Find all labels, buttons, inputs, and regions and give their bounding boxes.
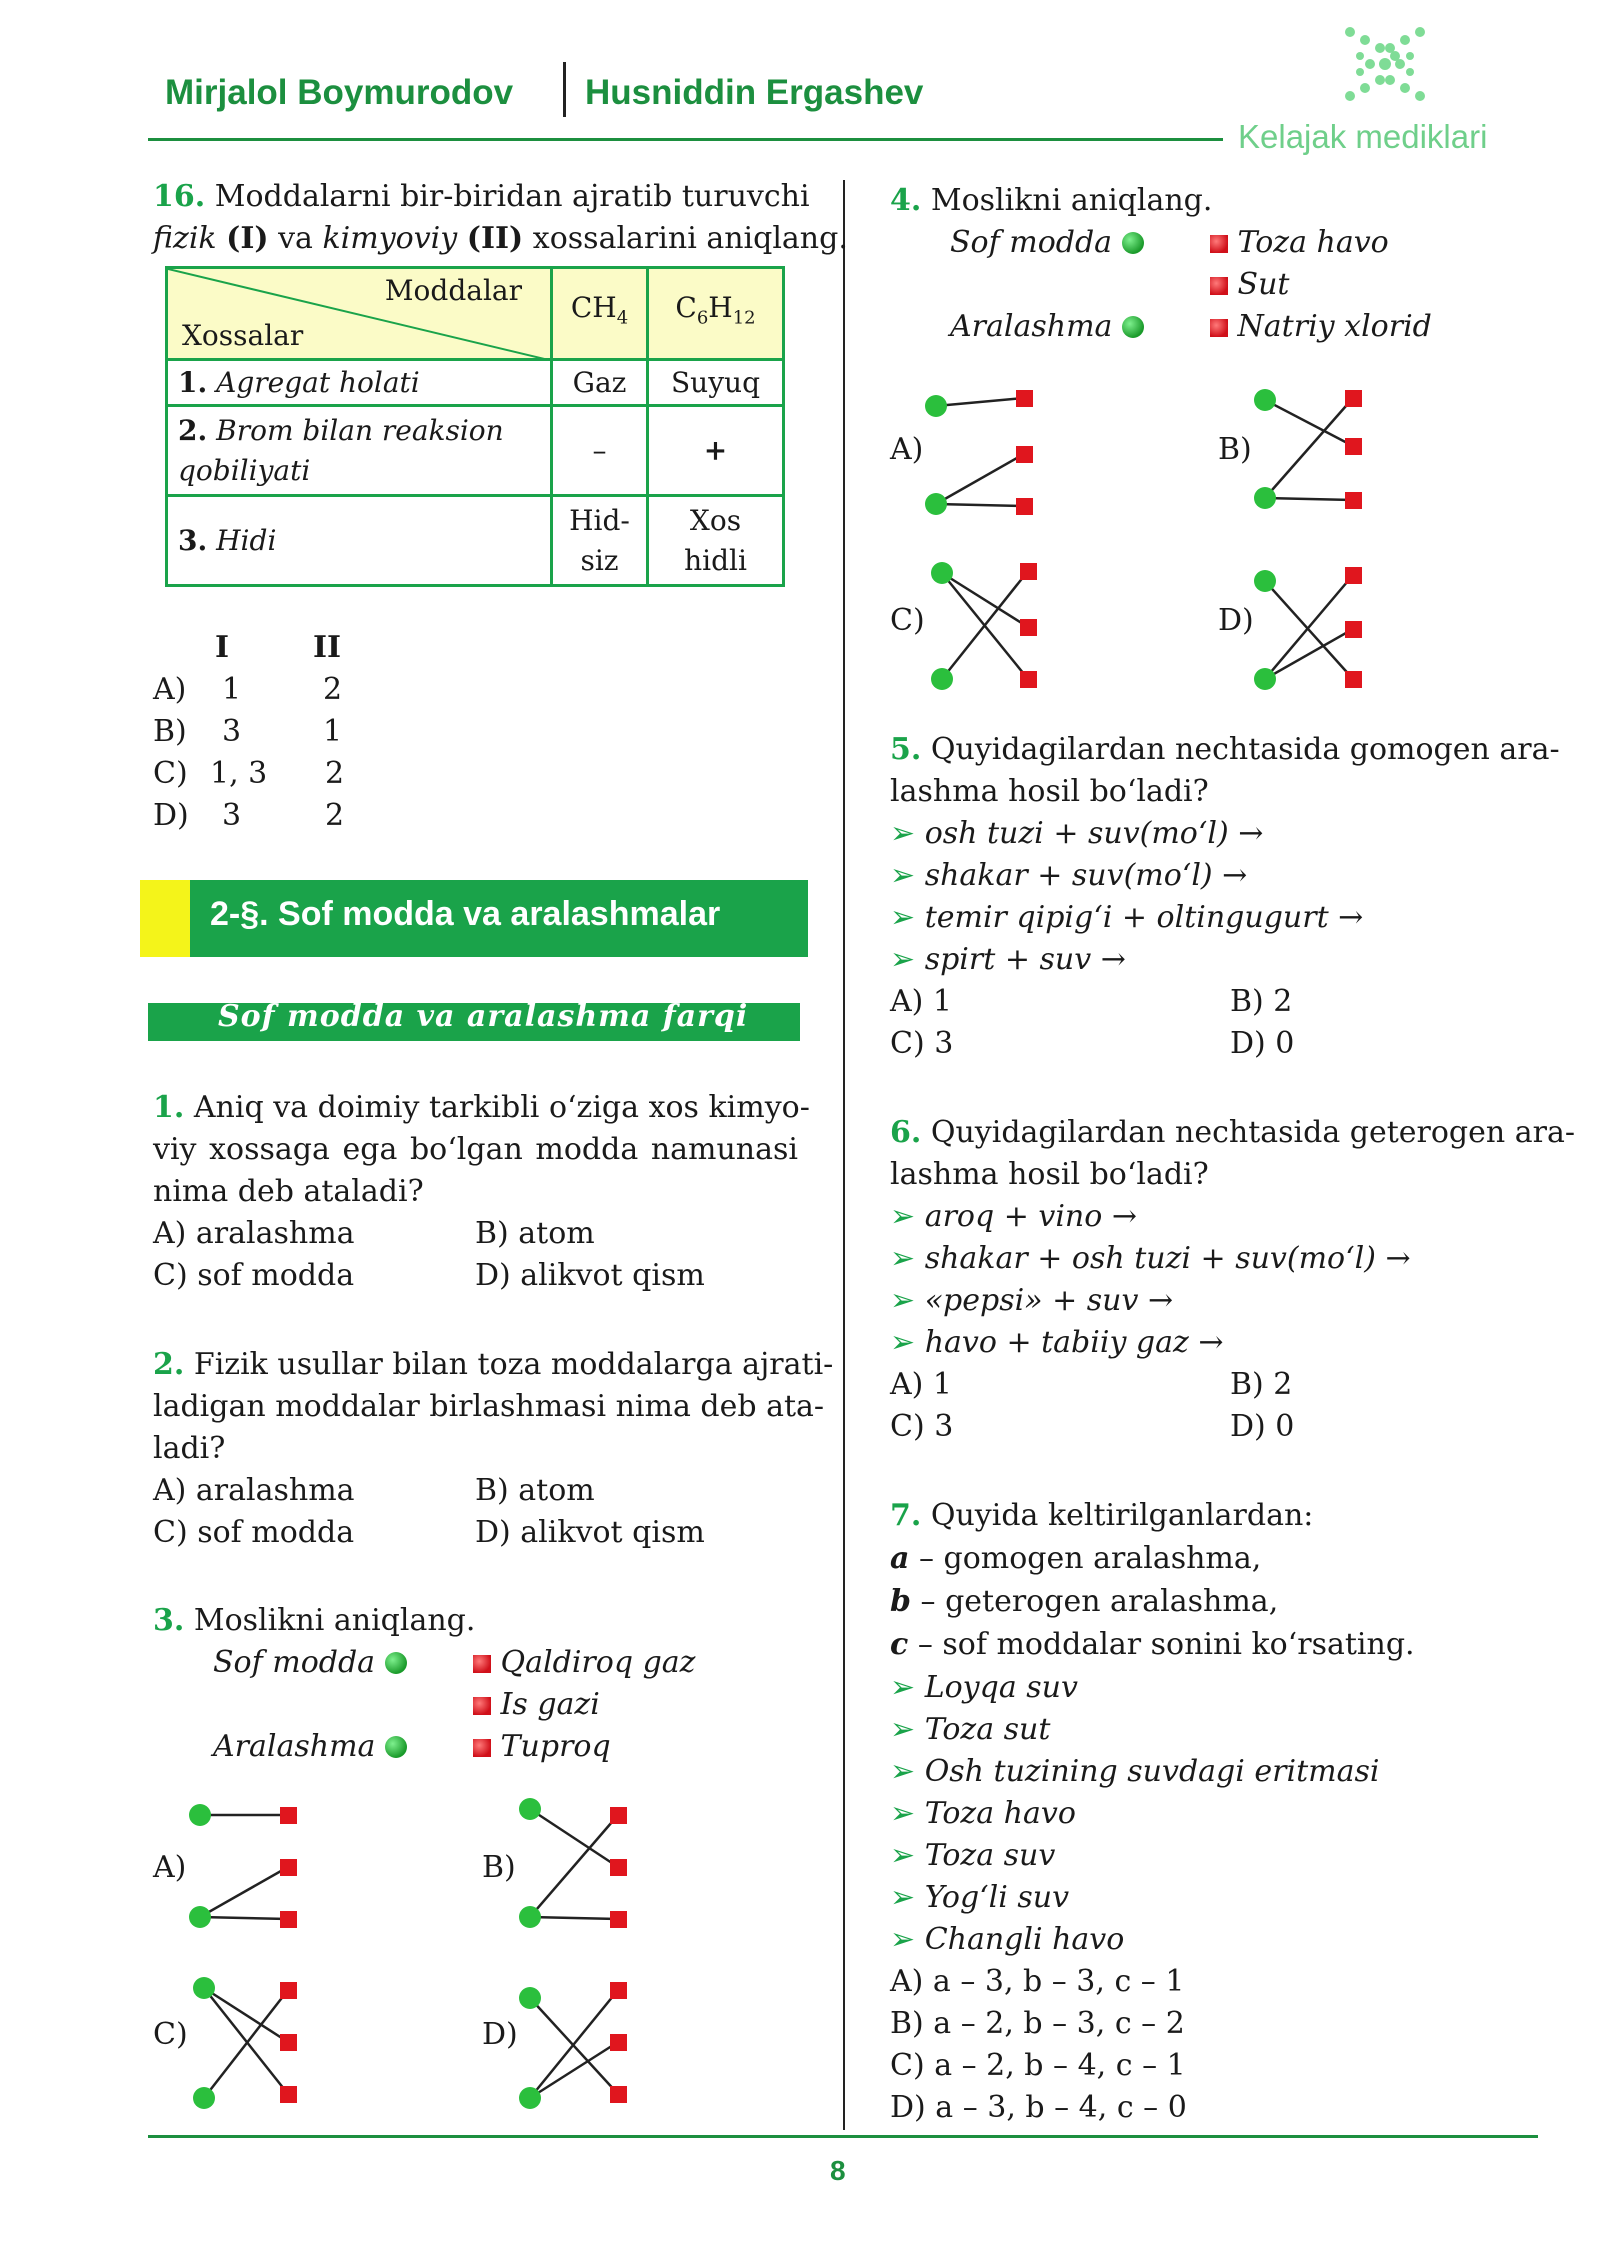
option-value: 3 [222, 714, 242, 749]
option-letter: B) [153, 714, 187, 749]
logo-text: Kelajak mediklari [1238, 118, 1488, 155]
option-value: 1 [323, 714, 343, 749]
q1-line2: viy xossaga ega bo‘lgan modda namunasi [153, 1132, 798, 1167]
subsection-title: Sof modda va aralashma farqi [218, 999, 749, 1034]
red-square-icon [473, 1697, 491, 1715]
author-name-2: Husniddin Ergashev [585, 73, 924, 112]
arrow-bullet-icon: ➢ [890, 1325, 916, 1360]
q3-diagram-d [510, 1970, 650, 2110]
arrow-bullet-icon: ➢ [890, 1199, 916, 1234]
option-value: 3 [222, 798, 242, 833]
q7-item: ➢ Yog‘li suv [890, 1880, 1070, 1915]
q7-option-a[interactable]: A) a – 3, b – 3, c – 1 [890, 1964, 1185, 1999]
q1-option-b[interactable]: B) atom [475, 1216, 595, 1251]
q5-option-c[interactable]: C) 3 [890, 1026, 954, 1061]
table-cell: Gaz [552, 360, 648, 406]
header-separator [563, 62, 566, 117]
q1-option-c[interactable]: C) sof modda [153, 1258, 355, 1293]
q1-option-d[interactable]: D) alikvot qism [475, 1258, 705, 1293]
table-cell: Hid- siz [552, 496, 648, 586]
red-square-icon [1210, 235, 1228, 253]
q4-right-1: Toza havo [1210, 222, 1389, 264]
q16-I: (I) [226, 221, 269, 256]
q3-right-1: Qaldiroq gaz [473, 1642, 695, 1684]
header-rule [148, 138, 1223, 141]
q6-option-d[interactable]: D) 0 [1230, 1409, 1295, 1444]
q16-fizik: fizik [153, 221, 217, 256]
q5-item: ➢ spirt + suv → [890, 942, 1126, 977]
q16-number: 16. [153, 179, 206, 214]
table-corner-top: Moddalar [384, 274, 522, 307]
q3-diagram-b [510, 1795, 650, 1935]
arrow-bullet-icon: ➢ [890, 942, 916, 977]
green-dot-icon [1122, 316, 1144, 338]
q16-text1: Moddalarni bir-biridan ajratib turuvchi [214, 179, 810, 214]
red-square-icon [473, 1655, 491, 1673]
q4-diagram-b [1245, 382, 1385, 522]
option-value: 2 [325, 798, 345, 833]
q3-option-b-label[interactable]: B) [482, 1850, 516, 1885]
q4-diagram-c [920, 555, 1060, 695]
q7-item: ➢ Toza suv [890, 1838, 1056, 1873]
arrow-bullet-icon: ➢ [890, 1922, 916, 1957]
q4-left-1: Sof modda [950, 222, 1144, 264]
q5-line2: lashma hosil bo‘ladi? [890, 774, 1209, 809]
green-dot-icon [385, 1736, 407, 1758]
table-row [167, 360, 784, 406]
q7-option-b[interactable]: B) a – 2, b – 3, c – 2 [890, 2006, 1185, 2041]
q6-option-b[interactable]: B) 2 [1230, 1367, 1293, 1402]
q3-option-c-label[interactable]: C) [153, 2017, 188, 2052]
option-value: 1, 3 [210, 756, 268, 791]
q3-diagram-a [180, 1795, 320, 1935]
q3-left-1: Sof modda [213, 1642, 407, 1684]
properties-table [165, 266, 785, 587]
q6-item: ➢ «pepsi» + suv → [890, 1283, 1174, 1318]
footer-rule [148, 2135, 1538, 2138]
q7-def-b: b – geterogen aralashma, [890, 1584, 1279, 1619]
green-dot-icon [385, 1652, 407, 1674]
q7-def-c: c – sof moddalar sonini ko‘rsating. [890, 1627, 1415, 1662]
q7-item: ➢ Changli havo [890, 1922, 1125, 1957]
option-letter: A) [153, 672, 187, 707]
q3-left-2: Aralashma [213, 1726, 407, 1768]
option-value: 1 [222, 672, 242, 707]
q6-option-a[interactable]: A) 1 [890, 1367, 952, 1402]
q1-line3: nima deb ataladi? [153, 1174, 424, 1209]
arrow-bullet-icon: ➢ [890, 1241, 916, 1276]
q16-text2: xossalarini aniqlang. [532, 221, 848, 256]
q4-right-2: Sut [1210, 264, 1289, 306]
table-cell: – [552, 406, 648, 496]
table-cell: Xos hidli [648, 496, 784, 586]
q6-item: ➢ havo + tabiiy gaz → [890, 1325, 1224, 1360]
arrow-bullet-icon: ➢ [890, 816, 916, 851]
table-row [167, 406, 784, 496]
option-value: 2 [323, 672, 343, 707]
q5-item: ➢ temir qipig‘i + oltingugurt → [890, 900, 1364, 935]
q16-line2 [153, 218, 848, 260]
q2-line2: ladigan moddalar birlashmasi nima deb ata- [153, 1389, 825, 1424]
q7-option-c[interactable]: C) a – 2, b – 4, c – 1 [890, 2048, 1186, 2083]
q16-line1 [153, 176, 810, 218]
red-square-icon [1210, 319, 1228, 337]
table-col-c6h12: $C_6H_{12}$ [648, 268, 784, 360]
table-row-label: 2. Brom bilan reaksion qobiliyati [167, 406, 552, 496]
q4-option-a-label[interactable]: A) [890, 432, 924, 467]
table-row-label: 1. Agregat holati [167, 360, 552, 406]
q2-line1: 2. Fizik usullar bilan toza moddalarga ajrati- [153, 1347, 834, 1382]
q4-diagram-a [916, 382, 1056, 522]
section-header-accent [140, 880, 190, 957]
q6-option-c[interactable]: C) 3 [890, 1409, 954, 1444]
column-divider [843, 180, 845, 2130]
q3-diagram-c [180, 1970, 320, 2110]
arrow-bullet-icon: ➢ [890, 1283, 916, 1318]
table-cell: Suyuq [648, 360, 784, 406]
q7-def-a: a – gomogen aralashma, [890, 1541, 1262, 1576]
q1-option-a[interactable]: A) aralashma [153, 1216, 355, 1251]
arrow-bullet-icon: ➢ [890, 900, 916, 935]
q4-option-c-label[interactable]: C) [890, 603, 925, 638]
q4-option-d-label[interactable]: D) [1218, 603, 1254, 638]
q7-item: ➢ Loyqa suv [890, 1670, 1078, 1705]
q7-option-d[interactable]: D) a – 3, b – 4, c – 0 [890, 2090, 1187, 2125]
arrow-bullet-icon: ➢ [890, 1880, 916, 1915]
q7-title: 7. Quyida keltirilganlardan: [890, 1498, 1314, 1533]
q16-kimyoviy: kimyoviy [322, 221, 458, 256]
table-row [167, 496, 784, 586]
q3-right-2: Is gazi [473, 1684, 600, 1726]
arrow-bullet-icon: ➢ [890, 1838, 916, 1873]
table-cell: + [648, 406, 784, 496]
q1-line1: 1. Aniq va doimiy tarkibli o‘ziga xos kimyo- [153, 1090, 810, 1125]
q4-option-b-label[interactable]: B) [1218, 432, 1252, 467]
table-corner-bottom: Xossalar [182, 319, 304, 352]
arrow-bullet-icon: ➢ [890, 1796, 916, 1831]
table-col-ch4: $CH_4$ [552, 268, 648, 360]
q16-II: (II) [466, 221, 524, 256]
q7-item: ➢ Toza havo [890, 1796, 1076, 1831]
green-dot-icon [1122, 232, 1144, 254]
q4-diagram-d [1245, 555, 1385, 695]
option-letter: D) [153, 798, 189, 833]
q6-item: ➢ shakar + osh tuzi + suv(mo‘l) → [890, 1241, 1411, 1276]
q7-item: ➢ Osh tuzining suvdagi eritmasi [890, 1754, 1380, 1789]
option-value: 2 [325, 756, 345, 791]
q5-option-a[interactable]: A) 1 [890, 984, 952, 1019]
q6-line1: 6. Quyidagilardan nechtasida geterogen ara- [890, 1115, 1575, 1150]
q3-option-a-label[interactable]: A) [153, 1850, 187, 1885]
q5-option-b[interactable]: B) 2 [1230, 984, 1293, 1019]
red-square-icon [1210, 277, 1228, 295]
q2-option-d[interactable]: D) alikvot qism [475, 1515, 705, 1550]
q5-line1: 5. Quyidagilardan nechtasida gomogen ara- [890, 732, 1560, 767]
q2-option-a[interactable]: A) aralashma [153, 1473, 355, 1508]
logo-dots-icon [1335, 22, 1435, 112]
answers-col-I: I [215, 630, 230, 665]
arrow-bullet-icon: ➢ [890, 1712, 916, 1747]
q16-va: va [278, 221, 313, 256]
q6-item: ➢ aroq + vino → [890, 1199, 1137, 1234]
q7-item: ➢ Toza sut [890, 1712, 1051, 1747]
q3-right-3: Tuproq [473, 1726, 611, 1768]
q4-left-2: Aralashma [950, 306, 1144, 348]
table-row-label: 3. Hidi [167, 496, 552, 586]
q5-item: ➢ osh tuzi + suv(mo‘l) → [890, 816, 1264, 851]
table-corner-cell [167, 268, 552, 360]
answers-col-II: II [313, 630, 342, 665]
red-square-icon [473, 1739, 491, 1757]
section-title: 2-§. Sof modda va aralashmalar [210, 895, 721, 933]
q6-line2: lashma hosil bo‘ladi? [890, 1157, 1209, 1192]
option-letter: C) [153, 756, 188, 791]
author-name-1: Mirjalol Boymurodov [165, 73, 514, 112]
q4-right-3: Natriy xlorid [1210, 306, 1432, 348]
q4-title: 4. Moslikni aniqlang. [890, 183, 1213, 218]
arrow-bullet-icon: ➢ [890, 1670, 916, 1705]
q5-item: ➢ shakar + suv(mo‘l) → [890, 858, 1248, 893]
q2-option-c[interactable]: C) sof modda [153, 1515, 355, 1550]
q3-option-d-label[interactable]: D) [482, 2017, 518, 2052]
page-number: 8 [830, 2155, 846, 2186]
q2-line3: ladi? [153, 1431, 226, 1466]
q5-option-d[interactable]: D) 0 [1230, 1026, 1295, 1061]
arrow-bullet-icon: ➢ [890, 1754, 916, 1789]
arrow-bullet-icon: ➢ [890, 858, 916, 893]
q3-title: 3. Moslikni aniqlang. [153, 1603, 476, 1638]
q2-option-b[interactable]: B) atom [475, 1473, 595, 1508]
